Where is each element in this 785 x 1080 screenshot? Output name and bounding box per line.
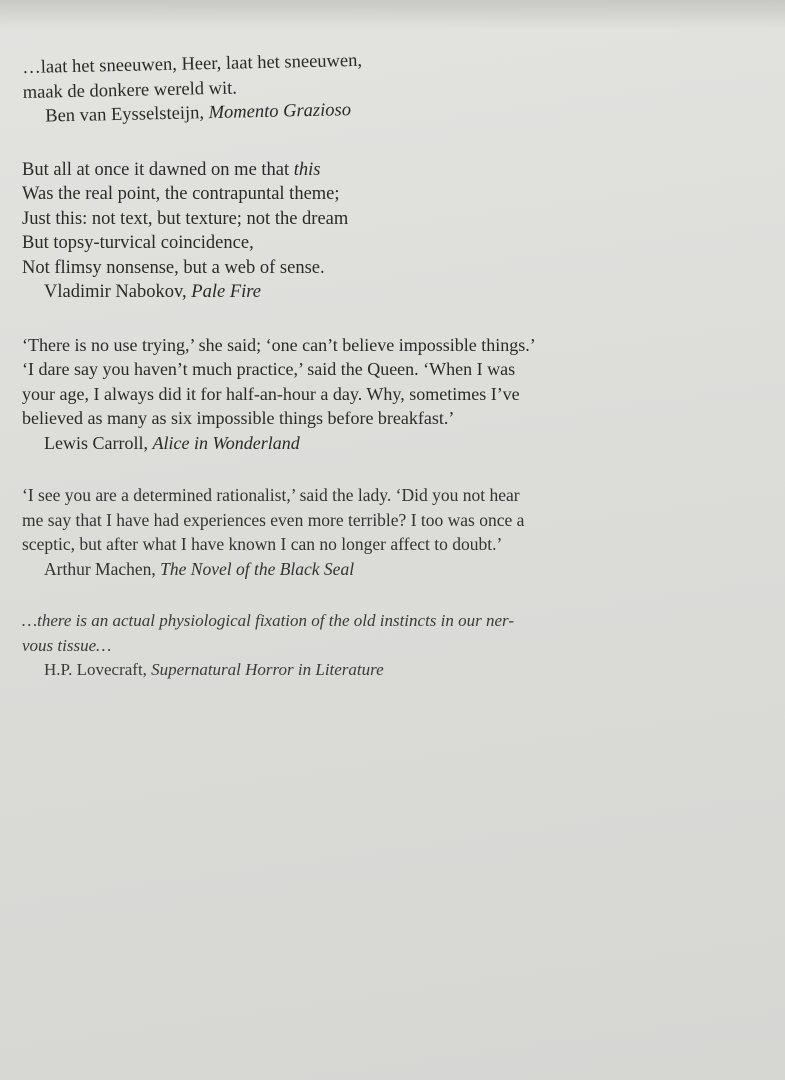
epigraph-page (22, 50, 762, 683)
attribution-author: Arthur Machen, (44, 558, 156, 579)
quote-line: your age, I always did it for half-an-hour a day. Why, sometimes I’ve (22, 383, 520, 404)
attribution-author: Vladimir Nabokov, (44, 282, 187, 302)
quote-line: ‘There is no use trying,’ she said; ‘one can’t believe impossible things.’ (22, 334, 536, 355)
epigraph-carroll (22, 333, 762, 456)
epigraph-van-eysselsteijn (22, 41, 763, 130)
epigraph-machen (22, 483, 762, 581)
quote-line: sceptic, but after what I have known I can no longer affect to doubt.’ (22, 534, 503, 554)
quote-line: vous tissue… (22, 635, 112, 655)
quote-line: ‘I dare say you haven’t much practice,’ said the Queen. ‘When I was (22, 359, 516, 379)
quote-emphasis: this (293, 159, 321, 180)
page-shadow (0, 0, 785, 30)
attribution-work: The Novel of the Black Seal (160, 558, 355, 579)
attribution-work: Pale Fire (191, 282, 261, 302)
epigraph-nabokov (22, 158, 762, 305)
attribution-work: Alice in Wonderland (152, 432, 300, 453)
attribution (22, 658, 762, 683)
attribution-work: Momento Grazioso (208, 100, 352, 124)
quote-line: …there is an actual physiological fixation of the old instincts in our ner- (22, 611, 514, 630)
quote-line: …laat het sneeuwen, Heer, laat het sneeuwen, (22, 50, 363, 78)
quote-line: maak de donkere wereld wit. (22, 78, 238, 103)
attribution-work: Supernatural Horror in Literature (151, 660, 384, 679)
quote-line: But topsy-turvical coincidence, (22, 233, 254, 253)
quote-line: Just this: not text, but texture; not the dream (22, 208, 349, 229)
quote-line: Not flimsy nonsense, but a web of sense. (22, 257, 325, 278)
quote-line-text: But all at once it dawned on me that (22, 159, 290, 180)
epigraph-lovecraft (22, 609, 762, 683)
attribution (22, 557, 762, 582)
attribution (22, 431, 762, 456)
attribution-author: H.P. Lovecraft, (44, 660, 147, 679)
attribution-author: Lewis Carroll, (44, 432, 148, 453)
quote-line: believed as many as six impossible things before breakfast.’ (22, 408, 455, 428)
attribution-author: Ben van Eysselsteijn, (45, 103, 205, 127)
quote-line: Was the real point, the contrapuntal theme; (22, 184, 340, 204)
quote-line: me say that I have had experiences even more terrible? I too was once a (22, 509, 525, 530)
attribution (22, 280, 762, 305)
quote-line (22, 158, 762, 183)
quote-line: ‘I see you are a determined rationalist,’ said the lady. ‘Did you not hear (22, 485, 520, 505)
